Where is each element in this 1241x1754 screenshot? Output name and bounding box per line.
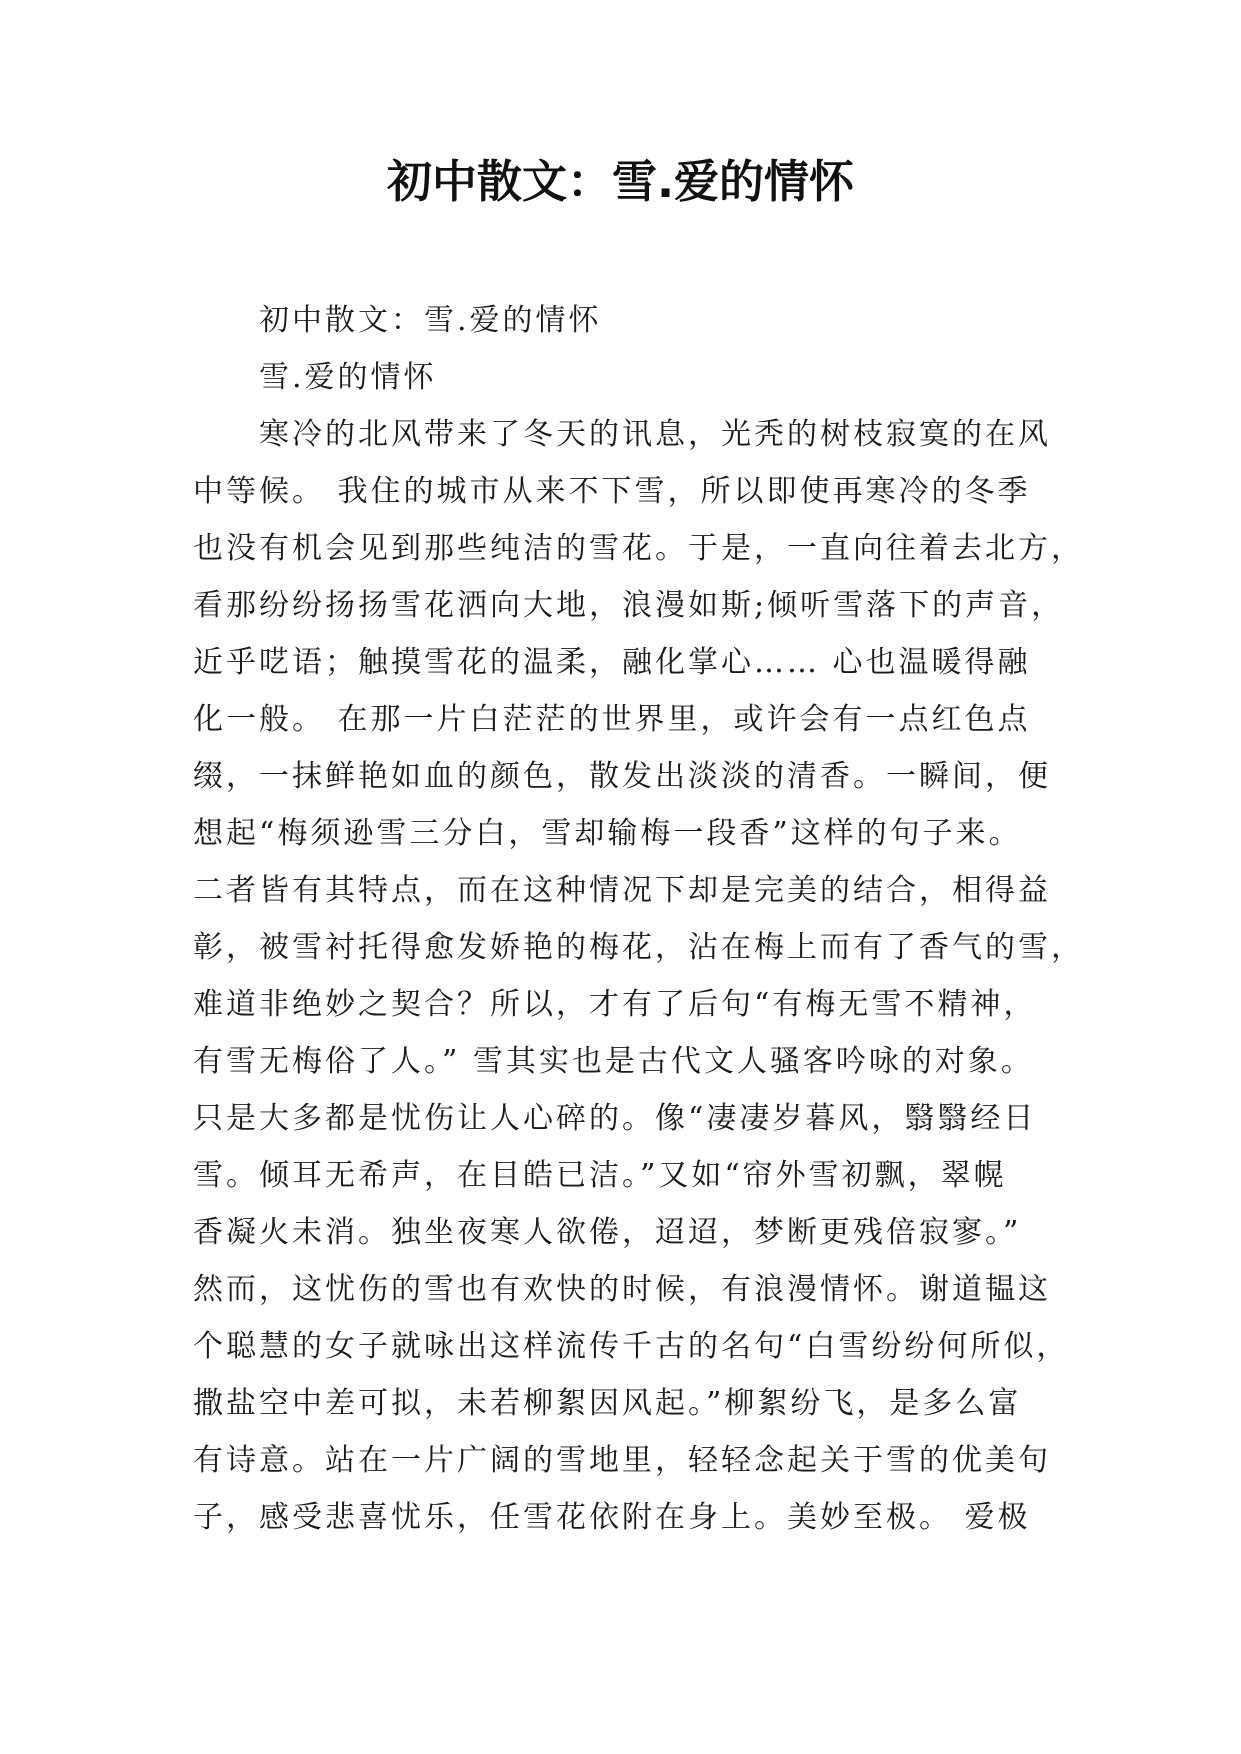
body-line: 有雪无梅俗了人。” 雪其实也是古代文人骚客吟咏的对象。 <box>193 1044 1034 1079</box>
body-line: 二者皆有其特点，而在这种情况下却是完美的结合，相得益 <box>193 873 1051 908</box>
body-line: 雪.爱的情怀 <box>259 360 437 395</box>
body-line: 个聪慧的女子就咏出这样流传千古的名句“白雪纷纷何所似， <box>193 1329 1070 1364</box>
body-line: 只是大多都是忧伤让人心碎的。像“凄凄岁暮风，翳翳经日 <box>193 1101 1037 1136</box>
body-line: 彰，被雪衬托得愈发娇艳的梅花，沾在梅上而有了香气的雪， <box>193 930 1084 965</box>
body-line: 难道非绝妙之契合？所以，才有了后句“有梅无雪不精神， <box>193 987 1037 1022</box>
body-line: 子，感受悲喜忧乐，任雪花依附在身上。美妙至极。 爱极 <box>193 1500 1031 1535</box>
body-line: 有诗意。站在一片广阔的雪地里，轻轻念起关于雪的优美句 <box>193 1443 1051 1478</box>
body-line: 撒盐空中差可拟，未若柳絮因风起。”柳絮纷飞，是多么富 <box>193 1386 1022 1421</box>
body-line: 看那纷纷扬扬雪花洒向大地，浪漫如斯;倾听雪落下的声音， <box>193 588 1065 623</box>
body-line: 香凝火未消。独坐夜寒人欲倦，迢迢，梦断更残倍寂寥。” <box>193 1215 1022 1250</box>
body-line: 化一般。 在那一片白茫茫的世界里，或许会有一点红色点 <box>193 702 1031 737</box>
body-line: 缀，一抹鲜艳如血的颜色，散发出淡淡的清香。一瞬间，便 <box>193 759 1051 794</box>
body-line: 雪。倾耳无希声，在目皓已洁。”又如“帘外雪初飘，翠幌 <box>193 1158 1007 1193</box>
document-title: 初中散文：雪.爱的情怀 <box>386 155 855 208</box>
body-line: 寒冷的北风带来了冬天的讯息，光秃的树枝寂寞的在风 <box>259 417 1051 452</box>
body-line: 然而，这忧伤的雪也有欢快的时候，有浪漫情怀。谢道韫这 <box>193 1272 1051 1307</box>
document-body <box>193 292 1084 1546</box>
body-line: 初中散文：雪.爱的情怀 <box>259 303 602 338</box>
body-line: 中等候。 我住的城市从来不下雪，所以即使再寒冷的冬季 <box>193 474 1031 509</box>
body-line: 也没有机会见到那些纯洁的雪花。于是，一直向往着去北方， <box>193 531 1084 566</box>
body-line: 想起“梅须逊雪三分白，雪却输梅一段香”这样的句子来。 <box>193 816 1022 851</box>
body-line: 近乎呓语；触摸雪花的温柔，融化掌心…… 心也温暖得融 <box>193 645 1031 680</box>
